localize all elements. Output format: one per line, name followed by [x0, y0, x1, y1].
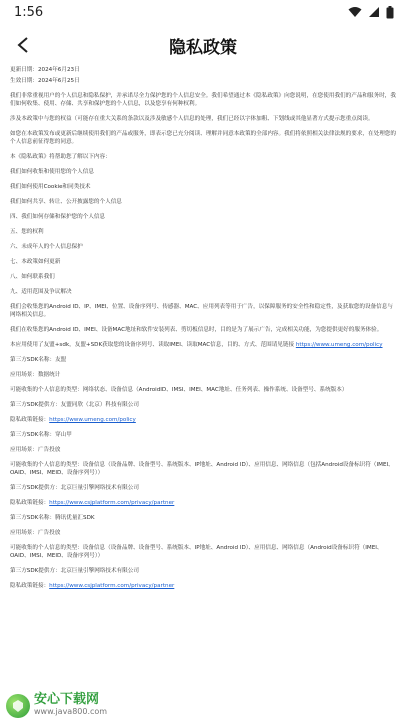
sdk-policy-link-row: [10, 416, 396, 424]
sdk-provider: 第三方SDK提供方：北京巨量引擎网络技术有限公司: [10, 568, 139, 574]
sdk-collected: 可能收集的个人信息的类型：设备信息（设备品牌、设备型号、系统版本、IP地址、Android ID）、应用信息、网络信息（包括Android设备标识符（IMEI、OAID、IMSI、MEID、设备序列号））: [10, 462, 394, 476]
watermark-logo-icon: [6, 694, 30, 718]
toc-item: 五、您的权利: [10, 229, 44, 235]
top-bar: [0, 24, 406, 66]
policy-paragraph: 我们在收集您的Android ID、IMEI、设备MAC地址和软件安装列表、剪切板信息时，目的是为了展示广告，完成相关功能，为您提供更好的服务体验。: [10, 327, 383, 333]
sdk-name: 第三方SDK名称：穿山甲: [10, 432, 72, 438]
sdk-policy-link[interactable]: https://www.csjplatform.com/privacy/partner: [49, 583, 175, 589]
sdk-policy-link-row: [10, 582, 396, 590]
sdk-link-label: 隐私政策链接：: [10, 583, 50, 589]
sdk-link-label: 隐私政策链接：: [10, 417, 50, 423]
policy-paragraph: 如您在本政策发布或更新后继续使用我们的产品或服务，即表示您已充分阅读、理解并同意本政策的全部内容。我们将依照相关法律法规的要求，在处理您的个人信息前征得您的同意。: [10, 131, 396, 145]
watermark-name: 安心下载网: [34, 692, 100, 707]
toc-item: 八、如何联系我们: [10, 274, 55, 280]
watermark-url: www.java800.com: [34, 707, 108, 716]
status-bar: [0, 0, 406, 24]
toc-item: 我们如何收集和使用您的个人信息: [10, 169, 94, 175]
umeng-policy-link[interactable]: https://www.umeng.com/policy: [295, 342, 383, 348]
sdk-link-label: 隐私政策链接：: [10, 500, 50, 506]
back-arrow-icon: [16, 36, 30, 54]
policy-paragraph: [10, 341, 396, 349]
sdk-policy-link[interactable]: https://www.csjplatform.com/privacy/partner: [49, 500, 175, 506]
sdk-name: 第三方SDK名称：腾讯优量汇SDK: [10, 515, 95, 521]
toc-item: 我们如何使用Cookie和同类技术: [10, 184, 91, 190]
toc-item: 四、我们如何存储和保护您的个人信息: [10, 214, 106, 220]
sdk-name: 第三方SDK名称：友盟: [10, 357, 67, 363]
signal-icon: [368, 6, 380, 18]
toc-item: 我们如何共享、转让、公开披露您的个人信息: [10, 199, 122, 205]
sdk-collected: 可能收集的个人信息的类型：网络状态、设备信息（AndroidID、IMSI、IMEI、MAC地址、任务列表、操作系统、设备型号、系统版本）: [10, 387, 348, 393]
sdk-provider: 第三方SDK提供方：北京巨量引擎网络技术有限公司: [10, 485, 139, 491]
sdk-policy-link[interactable]: https://www.umeng.com/policy: [49, 417, 136, 423]
sdk-scenario: 应用场景：广告投放: [10, 447, 61, 453]
sdk-scenario: 应用场景：数据统计: [10, 372, 61, 378]
policy-updated-date: 更新日期：2024年6月23日: [10, 67, 80, 73]
watermark-text: [34, 694, 107, 718]
sdk-collected: 可能收集的个人信息的类型：设备信息（设备品牌、设备型号、系统版本、IP地址、Android ID）、应用信息、网络信息（Android设备标识符（IMEI、OAID、IMSI、MEID、设备序列号））: [10, 545, 383, 559]
back-button[interactable]: [8, 30, 38, 60]
toc-intro: 本《隐私政策》将帮助您了解以下内容：: [10, 154, 111, 160]
policy-paragraph: 涉及本政策中与您的权益（可能存在重大关系的条款以及涉及敏感个人信息的处理，我们已经以字体加粗、下划线或其他显著方式提示您重点阅读。: [10, 116, 374, 122]
site-watermark: [0, 691, 406, 721]
sdk-policy-link-row: [10, 499, 396, 507]
policy-intro: 我们非常重视用户的个人信息和隐私保护，并承诺尽全力保护您的个人信息安全。我们希望通过本《隐私政策》向您说明，在您使用我们的产品和服务时，我们如何收集、使用、存储、共享和保护您的个人信息，以及您享有何种权利。: [10, 93, 396, 107]
status-time: 1:56: [14, 4, 44, 20]
page-title: 隐私政策: [169, 37, 237, 58]
policy-effective-date: 生效日期：2024年6月25日: [10, 78, 80, 84]
status-icons: [348, 6, 394, 19]
policy-content[interactable]: [0, 66, 406, 590]
toc-item: 九、适用范围及争议解决: [10, 289, 72, 295]
sdk-scenario: 应用场景：广告投放: [10, 530, 61, 536]
battery-icon: [386, 6, 394, 19]
sdk-provider: 第三方SDK提供方：友盟同欣（北京）科技有限公司: [10, 402, 139, 408]
policy-paragraph: 我们会收集您的Android ID、IP、IMEI、位置、设备序列号、传感器、MAC、应用列表等用于广告，以保障服务的安全性和稳定性，及获取您的设备信息与网络相关信息。: [10, 304, 393, 318]
umeng-notice: 本应用使用了友盟+sdk，友盟+SDK获取您的设备序列号、读取IMEI、读取MAC信息，目的、方式、范围请见链接: [10, 342, 295, 348]
toc-item: 六、未成年人的个人信息保护: [10, 244, 83, 250]
wifi-icon: [348, 6, 362, 18]
toc-item: 七、本政策如何更新: [10, 259, 61, 265]
